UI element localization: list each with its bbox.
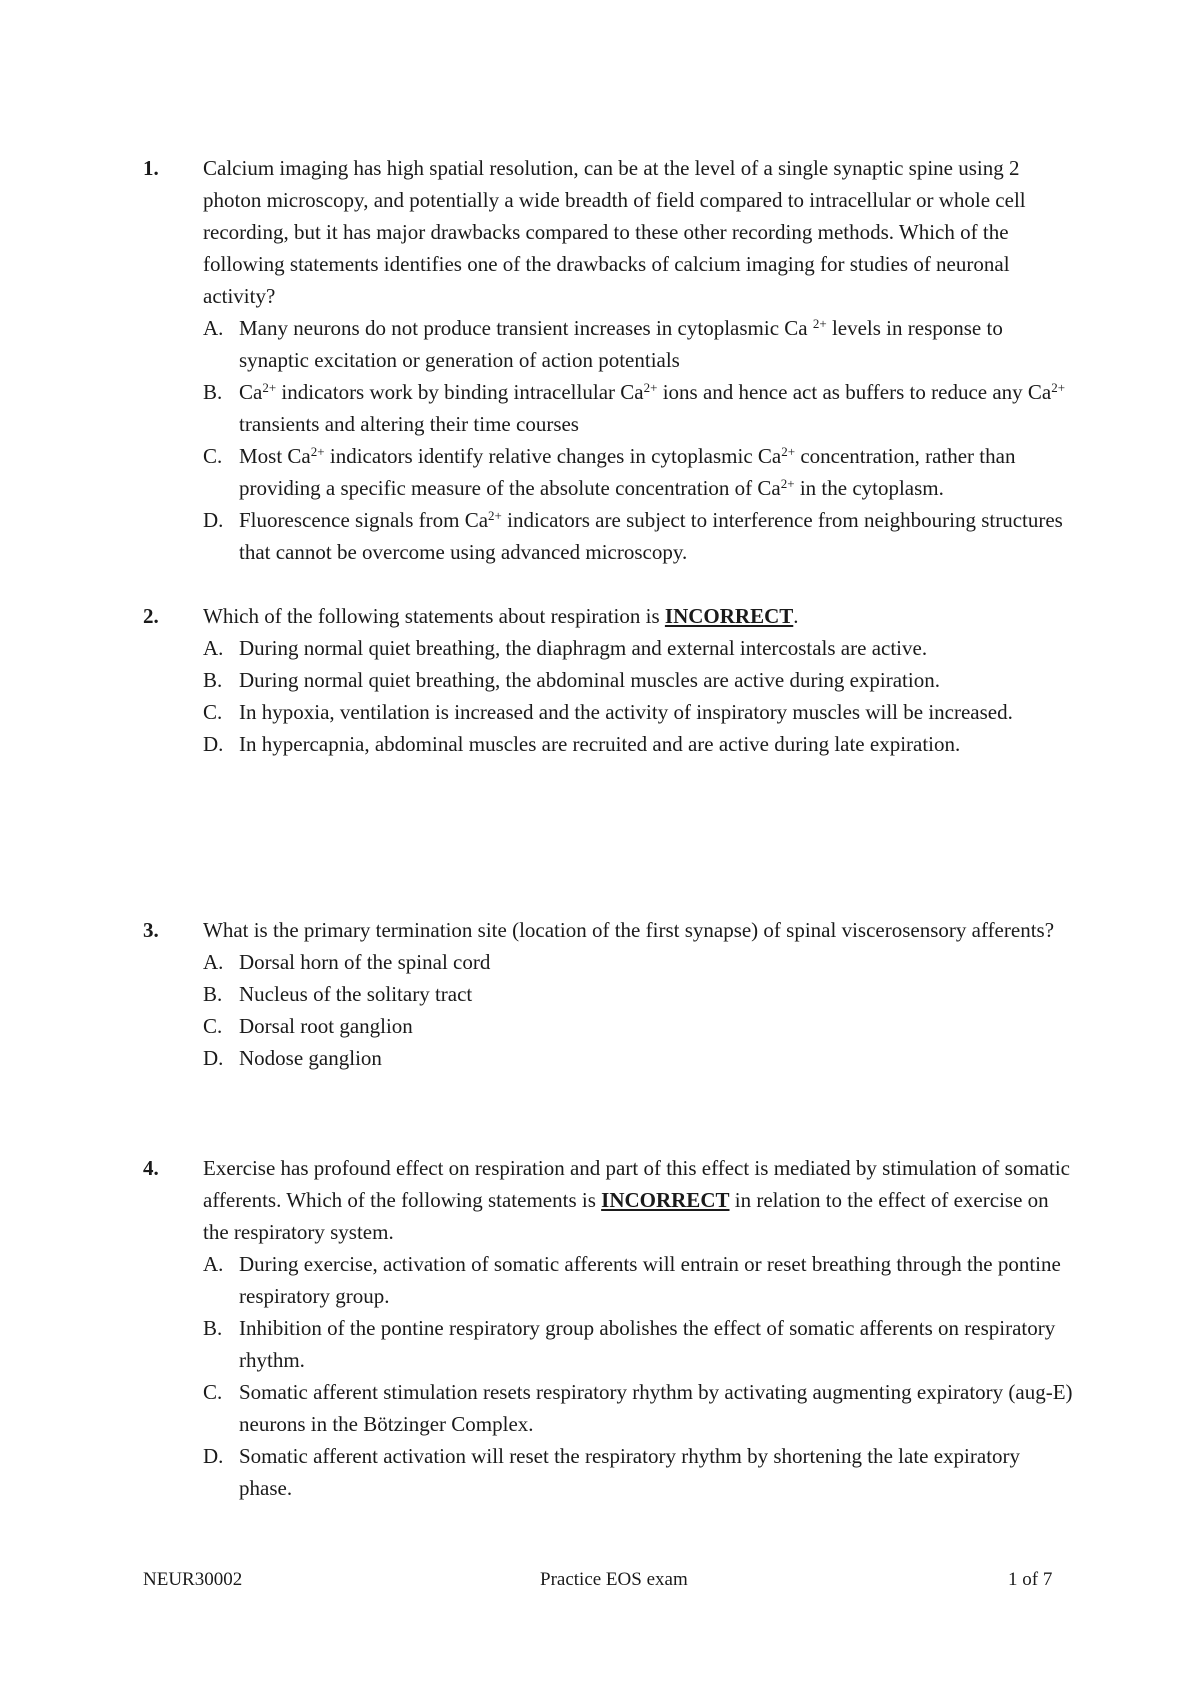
option-text <box>239 1252 1061 1308</box>
answer-option-d <box>203 728 1073 760</box>
superscript-charge: 2+ <box>310 444 325 459</box>
option-text <box>239 732 960 756</box>
answer-option-c <box>203 1010 1073 1042</box>
option-text-segment: Nodose ganglion <box>239 1046 382 1070</box>
question-stem <box>203 1152 1073 1248</box>
option-text-segment: in the cytoplasm. <box>794 476 944 500</box>
emphasis-incorrect: INCORRECT <box>664 604 794 628</box>
option-text-segment: Dorsal root ganglion <box>239 1014 413 1038</box>
option-letter: D. <box>203 1444 224 1468</box>
option-letter: A. <box>203 1252 224 1276</box>
answer-option-a <box>203 946 1073 978</box>
option-letter: A. <box>203 316 224 340</box>
answer-option-c <box>203 1376 1073 1440</box>
question-stem: Calcium imaging has high spatial resolution, can be at the level of a single synaptic spine using 2 photon microscopy, and potentially a wide breadth of field compared to intracellular or whole cell recording, but it has major drawbacks compared to these other recording methods. Which of the following statements identifies one of the drawbacks of calcium imaging for studies of neuronal activity? <box>203 156 1026 308</box>
option-list <box>203 946 1073 1074</box>
superscript-charge: 2+ <box>780 476 795 491</box>
option-text-segment: Inhibition of the pontine respiratory group abolishes the effect of somatic afferents on respiratory rhythm. <box>239 1316 1056 1372</box>
question-4 <box>143 1152 1073 1504</box>
option-text-segment: Most Ca <box>239 444 311 468</box>
emphasis-incorrect: INCORRECT <box>601 1188 730 1212</box>
question-number: 3. <box>143 918 159 942</box>
answer-option-d <box>203 1440 1073 1504</box>
question-stem <box>203 600 1073 632</box>
superscript-charge: 2+ <box>643 380 658 395</box>
option-text <box>239 316 1003 372</box>
option-text-segment: During normal quiet breathing, the diaphragm and external intercostals are active. <box>239 636 928 660</box>
superscript-charge: 2+ <box>1051 380 1066 395</box>
answer-option-d <box>203 504 1073 568</box>
option-text-segment: concentration, rather than providing a specific measure of the absolute concentration of Ca <box>239 444 1016 500</box>
question-number: 2. <box>143 604 159 628</box>
option-text-segment: During exercise, activation of somatic afferents will entrain or reset breathing through the pontine respiratory group. <box>239 1252 1061 1308</box>
option-text-segment: Somatic afferent stimulation resets respiratory rhythm by activating augmenting expiratory (aug-E) neurons in the Bötzinger Complex. <box>239 1380 1073 1436</box>
option-text <box>239 1014 413 1038</box>
option-letter: A. <box>203 950 224 974</box>
option-text-segment: Fluorescence signals from Ca <box>239 508 489 532</box>
option-text <box>239 1380 1073 1436</box>
option-letter: B. <box>203 380 223 404</box>
option-letter: C. <box>203 1014 223 1038</box>
option-letter: C. <box>203 444 223 468</box>
option-text <box>239 636 927 660</box>
option-text <box>239 1046 382 1070</box>
answer-option-a <box>203 632 1073 664</box>
option-letter: B. <box>203 982 223 1006</box>
option-list <box>203 312 1073 568</box>
question-stem: What is the primary termination site (location of the first synapse) of spinal viscerosensory afferents? <box>203 918 1055 942</box>
option-text-segment: indicators are subject to interference from neighbouring structures that cannot be overcome using advanced microscopy. <box>239 508 1063 564</box>
option-text-segment: In hypercapnia, abdominal muscles are recruited and are active during late expiration. <box>239 732 961 756</box>
option-text-segment: Somatic afferent activation will reset the respiratory rhythm by shortening the late expiratory phase. <box>239 1444 1021 1500</box>
option-letter: A. <box>203 636 224 660</box>
option-letter: D. <box>203 1046 224 1070</box>
answer-option-b <box>203 1312 1073 1376</box>
stem-text: Which of the following statements about respiration is <box>203 604 665 628</box>
question-3 <box>143 914 1073 1074</box>
option-text-segment: transients and altering their time courses <box>239 412 579 436</box>
superscript-charge: 2+ <box>262 380 277 395</box>
question-number: 4. <box>143 1156 159 1180</box>
option-letter: B. <box>203 1316 223 1340</box>
option-text <box>239 982 472 1006</box>
option-text-segment: Many neurons do not produce transient increases in cytoplasmic Ca <box>239 316 813 340</box>
option-text <box>239 444 1015 500</box>
option-text-segment: levels in response to synaptic excitation or generation of action potentials <box>239 316 1003 372</box>
stem-text: . <box>793 604 799 628</box>
option-text <box>239 1316 1055 1372</box>
option-text <box>239 508 1063 564</box>
stem-text: in relation to the effect of exercise on the respiratory system. <box>203 1188 1049 1244</box>
option-text <box>239 950 490 974</box>
option-list <box>203 632 1073 760</box>
answer-option-c <box>203 440 1073 504</box>
option-text-segment: Ca <box>239 380 263 404</box>
option-text-segment: During normal quiet breathing, the abdominal muscles are active during expiration. <box>239 668 940 692</box>
option-list <box>203 1248 1073 1504</box>
question-2 <box>143 600 1073 760</box>
answer-option-b <box>203 978 1073 1010</box>
answer-option-d <box>203 1042 1073 1074</box>
answer-option-b <box>203 664 1073 696</box>
option-letter: D. <box>203 508 224 532</box>
answer-option-a <box>203 1248 1073 1312</box>
option-text <box>239 380 1065 436</box>
option-text <box>239 668 940 692</box>
option-text-segment: indicators work by binding intracellular Ca <box>276 380 644 404</box>
option-text-segment: ions and hence act as buffers to reduce any Ca <box>657 380 1052 404</box>
option-letter: C. <box>203 1380 223 1404</box>
question-1 <box>143 152 1073 568</box>
option-text-segment: Dorsal horn of the spinal cord <box>239 950 491 974</box>
footer-course-code: NEUR30002 <box>143 1569 243 1590</box>
option-text-segment: Nucleus of the solitary tract <box>239 982 473 1006</box>
superscript-charge: 2+ <box>488 508 502 523</box>
stem-text: Exercise has profound effect on respiration and part of this effect is mediated by stimulation of somatic afferents. Which of the following statements is <box>203 1156 1070 1212</box>
answer-option-a <box>203 312 1073 376</box>
answer-option-c <box>203 696 1073 728</box>
superscript-charge: 2+ <box>781 444 796 459</box>
answer-option-b <box>203 376 1073 440</box>
superscript-charge: 2+ <box>812 316 827 331</box>
option-text <box>239 1444 1020 1500</box>
option-letter: C. <box>203 700 223 724</box>
question-number: 1. <box>143 156 159 180</box>
option-letter: D. <box>203 732 224 756</box>
option-letter: B. <box>203 668 223 692</box>
option-text <box>239 700 1013 724</box>
footer-title: Practice EOS exam <box>540 1569 688 1590</box>
footer-page-number: 1 of 7 <box>1008 1569 1053 1590</box>
option-text-segment: indicators identify relative changes in cytoplasmic Ca <box>324 444 782 468</box>
option-text-segment: In hypoxia, ventilation is increased and the activity of inspiratory muscles will be increased. <box>239 700 1013 724</box>
